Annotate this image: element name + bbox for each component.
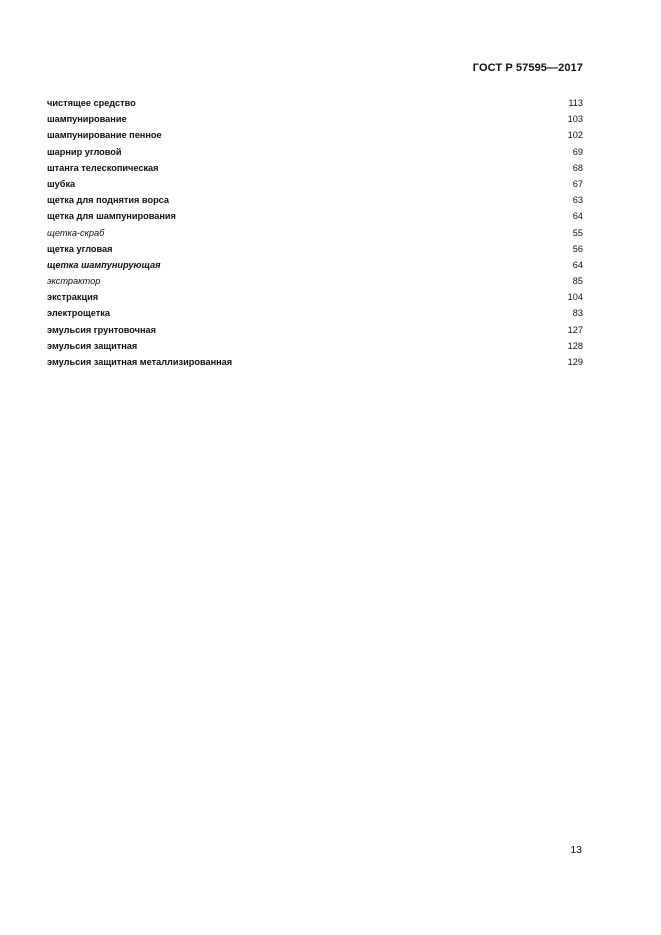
index-page-ref: 128 [567,340,583,351]
index-term: экстракция [47,292,99,303]
index-term: щетка для шампунирования [47,211,176,222]
index-entry [47,192,583,208]
index-page-ref: 85 [572,276,583,287]
index-page-ref: 113 [568,98,583,108]
index-entry [47,176,583,192]
index-term: шампунирование пенное [47,130,162,141]
index-term: штанга телескопическая [47,162,159,173]
index-page-ref: 68 [572,162,583,173]
index-entry [47,305,583,321]
index-page-ref: 55 [572,227,583,238]
index-term: шампунирование [47,114,127,125]
index-entry [47,322,583,338]
index-page-ref: 83 [572,308,583,319]
page-number: 13 [570,844,582,856]
index-page-ref: 67 [572,178,583,189]
index-term: щетка для поднятия ворса [47,195,170,206]
index-entry [47,95,583,111]
index-term: щетка-скраб [47,227,105,238]
index-entry [47,127,583,143]
index-term: эмульсия грунтовочная [47,324,157,335]
index-entry [47,241,583,257]
index-page-ref: 64 [572,259,583,270]
index-entry [47,354,583,370]
index-page-ref: 103 [567,114,583,125]
alphabetical-index [47,95,583,370]
index-term: экстрактор [47,276,101,287]
index-page-ref: 64 [572,211,583,222]
index-page-ref: 69 [572,146,583,157]
index-term: эмульсия защитная металлизированная [47,357,233,367]
index-entry [47,160,583,176]
index-entry [47,338,583,354]
index-entry [47,111,583,127]
index-page-ref: 104 [567,292,583,303]
index-term: шубка [47,178,76,189]
index-entry [47,289,583,305]
index-term: эмульсия защитная [47,340,138,351]
index-entry [47,257,583,273]
index-entry [47,273,583,289]
index-page-ref: 129 [567,357,583,367]
index-term: щетка угловая [47,243,113,254]
index-page-ref: 63 [572,195,583,206]
index-term: шарнир угловой [47,146,122,157]
document-code-header: ГОСТ Р 57595—2017 [472,62,583,74]
index-page-ref: 102 [567,130,583,141]
index-entry [47,208,583,224]
index-page-ref: 56 [572,243,583,254]
index-term: чистящее средство [47,98,136,108]
index-page-ref: 127 [567,324,583,335]
index-term: щетка шампунирующая [47,259,161,270]
index-term: электрощетка [47,308,110,319]
index-entry [47,225,583,241]
index-entry [47,144,583,160]
